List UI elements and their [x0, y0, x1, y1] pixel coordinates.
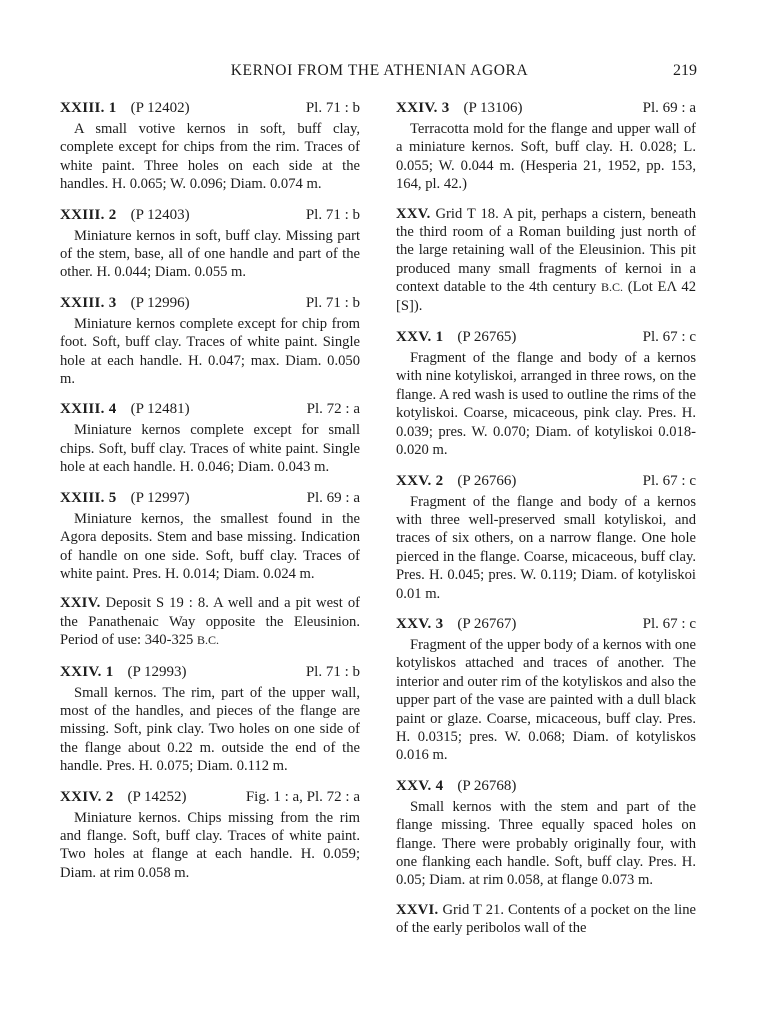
- plate-reference: Pl. 69 : a: [642, 100, 696, 116]
- entry-description: Miniature kernos, the smallest found in the Agora deposits. Stem and base missing. Indication of handle on one side. Soft, buff clay. Traces of white paint. Pres. H. 0.014; Diam. 0.024 m.: [60, 510, 360, 582]
- entry-identifier: [396, 776, 516, 796]
- entry-heading: [60, 293, 360, 313]
- entry-identifier: [60, 293, 190, 313]
- entry-number: XXIII. 2: [60, 206, 117, 223]
- entry-identifier: [60, 205, 190, 225]
- deposit-description: [60, 594, 360, 649]
- plate-reference: Pl. 71 : b: [305, 294, 360, 311]
- entry-identifier: [396, 327, 516, 347]
- deposit-entry: [396, 205, 696, 315]
- catalogue-entry: [60, 787, 360, 883]
- catalogue-entry: [60, 399, 360, 476]
- deposit-number: XXIV.: [60, 595, 101, 612]
- entry-identifier: [60, 98, 190, 118]
- entry-heading: [396, 98, 696, 118]
- inventory-number: (P 26768): [457, 777, 517, 794]
- entry-number: XXV. 3: [396, 615, 444, 632]
- deposit-entry: [60, 594, 360, 649]
- inventory-number: (P 14252): [127, 788, 187, 805]
- entry-number: XXIII. 1: [60, 100, 117, 116]
- entry-number: XXIII. 5: [60, 489, 117, 506]
- entry-number: XXV. 2: [396, 472, 444, 489]
- page-header: [0, 62, 759, 84]
- entry-description: Miniature kernos in soft, buff clay. Missing part of the stem, base, all of one handle and part of the other. H. 0.044; Diam. 0.055 m.: [60, 227, 360, 281]
- entry-identifier: [60, 399, 190, 419]
- deposit-lot: (Lot ΕΛ 42 [S]).: [396, 279, 696, 314]
- inventory-number: (P 12481): [130, 401, 190, 418]
- entry-heading: [60, 205, 360, 225]
- entry-heading: [60, 399, 360, 419]
- entry-identifier: [396, 471, 516, 491]
- entry-heading: [396, 614, 696, 634]
- catalogue-entry: [60, 98, 360, 194]
- right-column: [396, 98, 696, 950]
- catalogue-entry: [396, 471, 696, 603]
- inventory-number: (P 12993): [127, 663, 187, 680]
- entry-number: XXIII. 3: [60, 294, 117, 311]
- inventory-number: (P 26766): [457, 472, 517, 489]
- entry-heading: [60, 488, 360, 508]
- entry-identifier: [396, 614, 516, 634]
- entry-heading: [60, 662, 360, 682]
- inventory-number: (P 12996): [130, 294, 190, 311]
- entry-description: Fragment of the flange and body of a kernos with nine kotyliskoi, arranged in three rows, on the flange. A red wash is used to outline the rims of the kotyliskoi. Coarse, micaceous, pink clay. Pres. H. 0.039; pres. W. 0.070; Diam. of kotyliskoi 0.018-0.020 m.: [396, 350, 696, 459]
- deposit-entry: [396, 901, 696, 938]
- entry-description: Miniature kernos complete except for chip from foot. Soft, buff clay. Traces of white paint. Single hole at each handle. H. 0.047; max. Diam. 0.050 m.: [60, 315, 360, 388]
- entry-identifier: [396, 98, 523, 118]
- deposit-number: XXVI.: [396, 901, 439, 918]
- plate-reference: Pl. 67 : c: [642, 472, 696, 489]
- deposit-text: Deposit S 19 : 8. A well and a pit west of the Panathenaic Way opposite the Eleusinion. Period of use: 340-325: [60, 595, 360, 649]
- plate-reference: Pl. 69 : a: [306, 489, 360, 506]
- entry-number: XXIII. 4: [60, 401, 117, 418]
- plate-reference: Pl. 71 : b: [305, 663, 360, 680]
- plate-reference: Fig. 1 : a, Pl. 72 : a: [245, 788, 360, 805]
- deposit-text: Grid T 21. Contents of a pocket on the line of the early peribolos wall of the: [396, 901, 696, 937]
- left-column: [60, 98, 360, 893]
- entry-description: Small kernos with the stem and part of the flange missing. Three equally spaced holes on flange. There were probably originally four, with one flanking each handle. Soft, buff clay. Pres. H. 0.05; Diam. at rim 0.058, at flange 0.073 m.: [396, 798, 696, 889]
- deposit-description: [396, 205, 696, 315]
- catalogue-entry: [396, 776, 696, 890]
- entry-number: XXV. 4: [396, 777, 444, 794]
- catalogue-entry: [60, 293, 360, 389]
- entry-number: XXIV. 3: [396, 100, 450, 116]
- entry-description: Small kernos. The rim, part of the upper wall, most of the handles, and pieces of the flange are missing. Soft, pink clay. Two holes on one side of the flange about 0.22 m. outside the end of the handle. Pres. H. 0.075; Diam. 0.112 m.: [60, 684, 360, 775]
- plate-reference: Pl. 67 : c: [642, 615, 696, 632]
- entry-description: Miniature kernos. Chips missing from the rim and flange. Soft, buff clay. Traces of white paint. Two holes at flange at each handle. H. 0.059; Diam. at rim 0.058 m.: [60, 809, 360, 881]
- era-abbreviation: B.C.: [197, 633, 220, 648]
- catalogue-entry: [396, 327, 696, 459]
- inventory-number: (P 12997): [130, 489, 190, 506]
- inventory-number: (P 13106): [463, 100, 523, 116]
- entry-description: Fragment of the upper body of a kernos with one kotyliskos attached and traces of another. The interior and outer rim of the kotyliskos and also the upper part of the vase are painted with a dull black paint or glaze. Coarse, micaceous, buff clay. Pres. H. 0.0315; pres. W. 0.068; Diam. of kotyliskos 0.016 m.: [396, 636, 696, 764]
- catalogue-entry: [60, 662, 360, 776]
- deposit-text: Grid T 18. A pit, perhaps a cistern, beneath the third room of a Roman building just north of the large retaining wall of the Eleusinion. This pit produced many small fragments of kernoi in a context datable to the 4th century: [396, 205, 696, 296]
- catalogue-entry: [396, 614, 696, 765]
- inventory-number: (P 12403): [130, 206, 190, 223]
- entry-description: Miniature kernos complete except for small chips. Soft, buff clay. Traces of white paint. Single hole at each handle. H. 0.046; Diam. 0.043 m.: [60, 422, 360, 476]
- entry-identifier: [60, 662, 187, 682]
- deposit-description: [396, 901, 696, 938]
- entry-description: A small votive kernos in soft, buff clay, complete except for chips from the rim. Traces of white paint. Three holes on each side at the handles. H. 0.065; W. 0.096; Diam. 0.074 m.: [60, 121, 360, 193]
- entry-description: Terracotta mold for the flange and upper wall of a miniature kernos. Soft, buff clay. H. 0.028; L. 0.055; W. 0.044 m. (Hesperia 21, 1952, pp. 153, 164, pl. 42.): [396, 121, 696, 193]
- page-number: 219: [673, 62, 697, 79]
- entry-heading: [60, 787, 360, 807]
- entry-heading: [396, 776, 696, 796]
- plate-reference: Pl. 67 : c: [642, 329, 696, 346]
- plate-reference: Pl. 71 : b: [305, 206, 360, 223]
- entry-heading: [396, 471, 696, 491]
- entry-number: XXIV. 2: [60, 788, 114, 805]
- catalogue-entry: [60, 488, 360, 584]
- plate-reference: Pl. 71 : b: [305, 100, 360, 116]
- inventory-number: (P 12402): [130, 100, 190, 116]
- plate-reference: Pl. 72 : a: [306, 401, 360, 418]
- entry-identifier: [60, 787, 187, 807]
- catalogue-entry: [60, 205, 360, 282]
- era-abbreviation: B.C.: [600, 280, 623, 295]
- deposit-number: XXV.: [396, 205, 431, 222]
- catalogue-entry: [396, 98, 696, 194]
- inventory-number: (P 26765): [457, 329, 517, 346]
- entry-heading: [60, 98, 360, 118]
- inventory-number: (P 26767): [457, 615, 517, 632]
- entry-description: Fragment of the flange and body of a kernos with three well-preserved small kotyliskoi, and traces of six others, on a narrow flange. One hole pierced in the flange. Coarse, micaceous, buff clay. Pres. H. 0.045; pres. W. 0.119; Diam. of kotyliskoi 0.01 m.: [396, 493, 696, 602]
- entry-number: XXV. 1: [396, 329, 444, 346]
- running-title: KERNOI FROM THE ATHENIAN AGORA: [230, 62, 529, 79]
- entry-heading: [396, 327, 696, 347]
- entry-number: XXIV. 1: [60, 663, 114, 680]
- entry-identifier: [60, 488, 190, 508]
